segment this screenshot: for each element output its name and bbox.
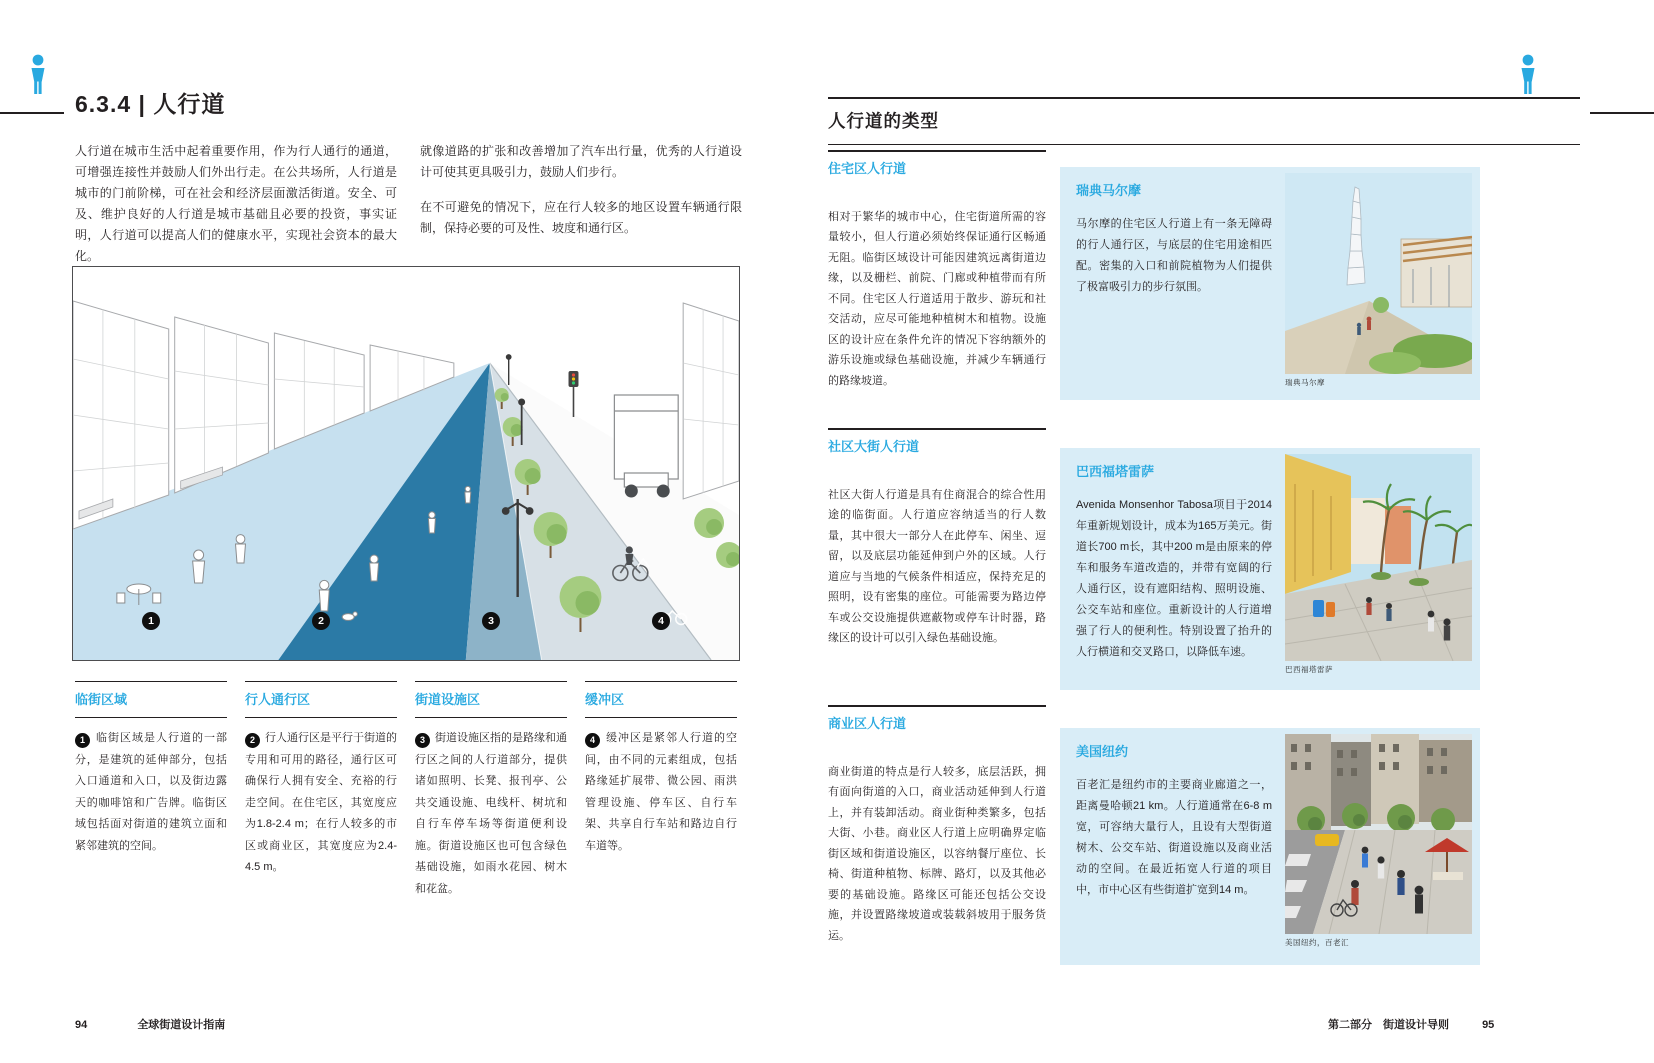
zone-description: 缓冲区是紧邻人行道的空间，由不同的元素组成，包括路缘延扩展带、微公园、雨洪管理设施、停车区、自行车架、共享自行车站和路边自行车道等。 [585, 732, 737, 852]
zone-number-badge: 2 [245, 733, 260, 748]
page-number-right: 95 [1482, 1019, 1495, 1031]
section-body: 社区大街人行道是具有住商混合的综合性用途的临街面。人行道应容纳适当的行人数量，其中很大一部分人在此停车、闲坐、逗留，以及底层功能延伸到户外的区域。人行道应与当地的气候条件相适应，保持充足的照明，设有密集的座位。可能需要为路边停车或公交设施提供遮蔽物或停车计时器，路缘区的设计可以引入绿色基础设施。 [828, 488, 1046, 644]
section-body: 相对于繁华的城市中心，住宅街道所需的容量较小，但人行道必须始终保证通行区畅通无阻。临街区域设计可能因建筑远离街道边缘，以及栅栏、前院、门廊或种植带而有所不同。住宅区人行道适用于散步、游玩和社交活动，应尽可能地种植树木和植物。设施区的设计应在条件允许的情况下容纳额外的游乐设施或绿色基础设施，并减少车辆通行的路缘坡道。 [828, 210, 1046, 387]
zone-number-badge: 1 [75, 733, 90, 748]
intro-paragraph: 就像道路的扩张和改善增加了汽车出行量，优秀的人行道设计可使其更具吸引力，鼓励人们步行。 [420, 144, 742, 179]
footer-left [75, 1016, 225, 1032]
case-study-card-new-york [1060, 728, 1480, 965]
header-subrule [828, 144, 1580, 145]
section-heading: 6.3.4 | 人行道 [75, 91, 226, 117]
header-rule-left [0, 112, 64, 114]
case-study-photo-new-york [1285, 734, 1472, 948]
case-study-photo-malmo [1285, 173, 1472, 388]
zone-title: 行人通行区 [245, 681, 397, 718]
street-section-diagram [72, 266, 740, 661]
zone-title: 缓冲区 [585, 681, 737, 718]
page-number-left: 94 [75, 1019, 88, 1031]
part-title: 第二部分 街道设计导则 [1328, 1019, 1449, 1031]
new-york-photo-illustration [1285, 734, 1472, 934]
photo-caption: 美国纽约，百老汇 [1285, 938, 1349, 947]
case-study-title: 美国纽约 [1076, 744, 1129, 759]
case-study-photo-fortaleza [1285, 454, 1472, 675]
case-study-text: 马尔摩的住宅区人行道上有一条无障碍的行人通行区，与底层的住宅用途相匹配。密集的入口和前院植物为人们提供了极富吸引力的步行氛围。 [1076, 218, 1272, 293]
zone-description: 临街区域是人行道的一部分，是建筑的延伸部分，包括入口通道和入口，以及街边露天的咖啡馆和广告牌。临街区域包括面对街道的建筑立面和紧邻建筑的空间。 [75, 732, 227, 852]
case-study-card-fortaleza [1060, 448, 1480, 690]
page-header [828, 97, 1580, 145]
zone-column-frontage [75, 681, 227, 857]
diagram-marker-2: 2 [312, 612, 330, 630]
zone-title: 街道设施区 [415, 681, 567, 718]
case-study-title: 瑞典马尔摩 [1076, 183, 1142, 198]
diagram-marker-1: 1 [142, 612, 160, 630]
case-study-title: 巴西福塔雷萨 [1076, 464, 1155, 479]
diagram-marker-4: 4 [652, 612, 670, 630]
malmo-photo-illustration [1285, 173, 1472, 374]
footer-right [1328, 1016, 1494, 1032]
book-title: 全球街道设计指南 [137, 1019, 226, 1031]
section-body: 商业街道的特点是行人较多，底层活跃，拥有面向街道的入口，商业活动延伸到人行道上，并有装卸活动。商业街种类繁多，包括大街、小巷。商业区人行道上应明确界定临街区域和街道设施区，以容纳餐厅座位、长椅、街道种植物、标牌、路灯，以及其他必要的基础设施。路缘区可能还包括公交设施，并设置路缘坡道或装载斜坡用于服务货运。 [828, 765, 1046, 942]
photo-caption: 瑞典马尔摩 [1285, 378, 1325, 387]
zone-column-through [245, 681, 397, 879]
zone-column-buffer [585, 681, 737, 857]
zone-number-badge: 3 [415, 733, 430, 748]
case-study-text: 百老汇是纽约市的主要商业廊道之一，距离曼哈顿21 km。人行道通常在6-8 m宽，可容纳大量行人，且设有大型街道树木、公交车站、街道设施以及商业活动的空间。在最近拓宽人行道的项目中，市中心区有些街道扩宽到14 m。 [1076, 779, 1272, 896]
photo-caption: 巴西福塔雷萨 [1285, 665, 1333, 674]
zone-number-badge: 4 [585, 733, 600, 748]
section-title: 商业区人行道 [828, 715, 907, 731]
page-header-title: 人行道的类型 [828, 111, 939, 131]
zone-column-furniture [415, 681, 567, 900]
street-scene-illustration [73, 267, 739, 660]
intro-paragraph: 在不可避免的情况下，应在行人较多的地区设置车辆通行限制，保持必要的可及性、坡度和通行区。 [420, 200, 742, 235]
zone-description: 街道设施区指的是路缘和通行区之间的人行道部分，提供诸如照明、长凳、报刊亭、公共交通设施、电线杆、树坑和自行车停车场等街道便利设施。街道设施区也可包含绿色基础设施，如雨水花园、树木和花盆。 [415, 732, 567, 895]
section-title: 住宅区人行道 [828, 160, 907, 176]
header-rule-right [1590, 112, 1654, 114]
fortaleza-photo-illustration [1285, 454, 1472, 661]
intro-paragraph: 人行道在城市生活中起着重要作用，作为行人通行的通道，可增强连接性并鼓励人们外出行走。在公共场所，人行道是城市的门前阶梯，可在社会和经济层面激活街道。安全、可及、维护良好的人行道是城市基础且必要的投资，事实证明，人行道可以提高人们的健康水平，实现社会资本的最大化。 [75, 144, 397, 263]
diagram-marker-3: 3 [482, 612, 500, 630]
zone-title: 临街区域 [75, 681, 227, 718]
case-study-text: Avenida Monsenhor Tabosa项目于2014年重新规划设计，成本为165万美元。街道长700 m长，其中200 m是由原来的停车和服务车道改造的，并带有宽阔的行人通行区，设有遮阳结构、照明设施、公交车站和座位。重新设计的人行道增强了行人的便利性。特别设置了抬升的人行横道和交叉路口，以降低车速。 [1076, 499, 1272, 658]
case-study-card-malmo [1060, 167, 1480, 400]
pedestrian-pictogram-icon [1517, 54, 1539, 96]
zone-description: 行人通行区是平行于街道的专用和可用的路径，通行区可确保行人拥有安全、充裕的行走空间。在住宅区，其宽度应为1.8-2.4 m；在行人较多的市区或商业区，其宽度应为2.4-4.5 m。 [245, 732, 397, 873]
pedestrian-pictogram-icon [27, 54, 49, 96]
section-title: 社区大街人行道 [828, 438, 920, 454]
